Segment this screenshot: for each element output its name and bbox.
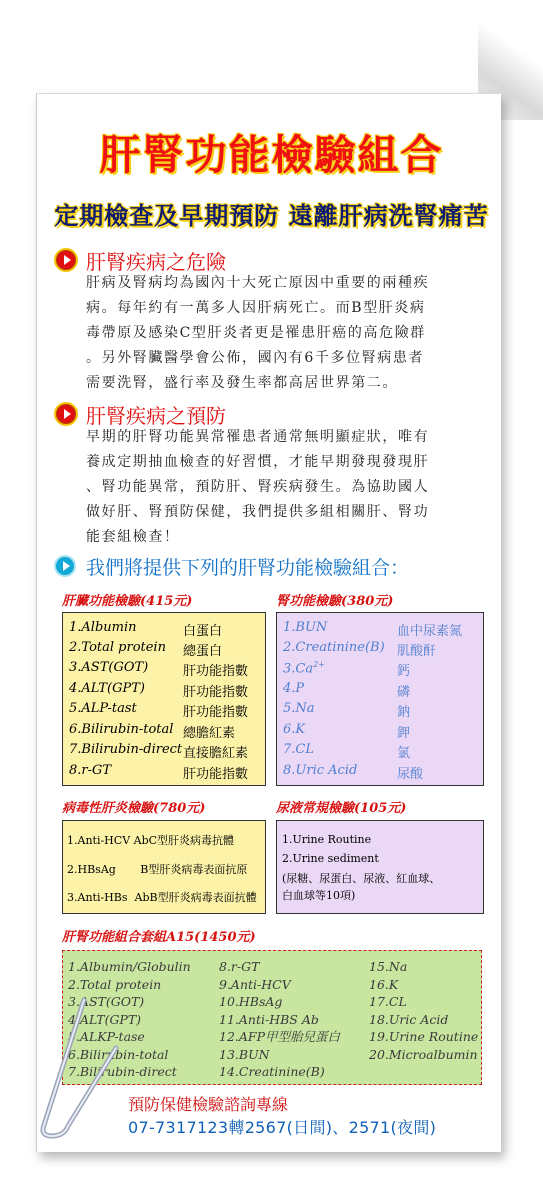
hepatitis-panel	[62, 820, 266, 914]
page-title: 肝腎功能檢驗組合	[99, 131, 444, 179]
kidney-item-desc: 血中尿素氮	[397, 624, 463, 639]
play-bullet-icon	[56, 557, 74, 575]
combo-item: 20.Microalbumin	[369, 1046, 478, 1062]
liver-item-desc: 肝功能指數	[183, 767, 249, 782]
combo-item: 17.CL	[369, 994, 407, 1009]
urine-panel-title: 尿液常規檢驗(105元)	[276, 801, 407, 816]
urine-item: 2.Urine sediment	[282, 852, 379, 865]
kidney-item-name: 1.BUN	[283, 620, 328, 635]
combo-item: 7.Bilirubin-direct	[68, 1064, 177, 1079]
urine-panel	[276, 820, 484, 914]
liver-item-desc: 肝功能指數	[183, 664, 249, 679]
section-risk-body: 肝病及腎病均為國內十大死亡原因中重要的兩種疾 病。每年約有一萬多人因肝病死亡。而B型肝炎病 毒帶原及感染C型肝炎者更是罹患肝癌的高危險群 。另外腎臟醫學會公佈，國內有6千多位腎病患者 需要洗腎，盛行率及發生率都高居世界第二。	[86, 275, 430, 391]
play-bullet-icon	[56, 250, 76, 270]
combo-item: 19.Urine Routine	[369, 1029, 479, 1044]
combo-item: 8.r-GT	[219, 959, 260, 974]
combo-item: 5.ALKP-tase	[68, 1029, 145, 1044]
kidney-item-name: $3.Ca^{2+}$	[283, 660, 325, 677]
kidney-item-desc: 鉀	[397, 726, 411, 741]
liver-item-name: 2.Total protein	[69, 640, 166, 655]
urine-item-note: 白血球等10項)	[282, 889, 356, 902]
kidney-panel	[276, 612, 484, 786]
hotline-numbers: 07-7317123轉2567(日間)、2571(夜間)	[128, 1118, 437, 1137]
hepatitis-item: 3.Anti-HBs AbB型肝炎病毒表面抗體	[67, 891, 257, 904]
kidney-item-name: 4.P	[283, 681, 305, 696]
combo-item: 15.Na	[369, 959, 408, 974]
hepatitis-item: 2.HBsAg B型肝炎病毒表面抗原	[67, 863, 248, 876]
kidney-item-desc: 肌酸酐	[397, 644, 437, 659]
combo-item: 14.Creatinine(B)	[219, 1064, 325, 1079]
liver-item-name: 1.Albumin	[69, 620, 137, 635]
hotline-label: 預防保健檢驗諮詢專線	[128, 1095, 289, 1114]
liver-item-desc: 直接膽紅素	[183, 746, 249, 761]
kidney-item-name: 7.CL	[283, 742, 314, 757]
hepatitis-panel-title: 病毒性肝炎檢驗(780元)	[62, 801, 206, 816]
combo-item: 4.ALT(GPT)	[68, 1011, 142, 1027]
kidney-item-name: 2.Creatinine(B)	[283, 640, 385, 655]
play-bullet-icon	[56, 404, 76, 424]
urine-item: 1.Urine Routine	[282, 833, 372, 846]
combo-item: 9.Anti-HCV	[219, 976, 291, 992]
combo-item: 18.Uric Acid	[369, 1011, 449, 1027]
offer-heading: 我們將提供下列的肝腎功能檢驗組合：	[86, 557, 410, 579]
combo-item: 1.Albumin/Globulin	[68, 959, 191, 974]
liver-item-name: 4.ALT(GPT)	[69, 681, 145, 696]
combo-panel-title: 肝腎功能組合套組A15(1450元)	[62, 930, 256, 945]
liver-item-desc: 肝功能指數	[183, 705, 249, 720]
combo-item: 16.K	[369, 976, 399, 992]
urine-item-note: (尿糖、尿蛋白、尿液、紅血球、	[282, 872, 441, 885]
kidney-item-desc: 尿酸	[397, 767, 424, 782]
liver-item-name: 3.AST(GOT)	[69, 660, 149, 675]
kidney-item-desc: 磷	[397, 685, 411, 700]
liver-item-desc: 總膽紅素	[183, 726, 236, 741]
liver-item-name: 8.r-GT	[69, 763, 112, 778]
kidney-item-name: 5.Na	[283, 701, 315, 716]
combo-column-3	[369, 958, 478, 1063]
liver-panel-title: 肝臟功能檢驗(415元)	[62, 594, 193, 609]
combo-item: 3.AST(GOT)	[68, 994, 145, 1009]
kidney-item-desc: 鈉	[397, 705, 411, 720]
kidney-panel-title: 腎功能檢驗(380元)	[276, 594, 394, 609]
kidney-item-name: 8.Uric Acid	[283, 763, 358, 778]
liver-item-name: 5.ALP-tast	[69, 701, 137, 716]
liver-item-name: 7.Bilirubin-direct	[69, 742, 183, 757]
combo-item: 2.Total protein	[68, 976, 162, 992]
combo-item: 10.HBsAg	[219, 994, 283, 1009]
section-prevention-body: 早期的肝腎功能異常罹患者通常無明顯症狀，唯有 養成定期抽血檢查的好習慣，才能早期發現發現肝 、腎功能異常，預防肝、腎疾病發生。為協助國人 做好肝、腎預防保健，我們提供多組相關肝、腎功 能套組檢查！	[86, 429, 430, 545]
hepatitis-item: 1.Anti-HCV AbC型肝炎病毒抗體	[67, 834, 235, 847]
page-subtitle: 定期檢查及早期預防 遠離肝病洗腎痛苦	[54, 202, 489, 230]
section-heading-prevention: 肝腎疾病之預防	[86, 404, 226, 428]
combo-item: 13.BUN	[219, 1046, 270, 1062]
liver-item-desc: 白蛋白	[183, 624, 223, 639]
liver-panel	[62, 612, 266, 786]
section-heading-risk: 肝腎疾病之危險	[86, 250, 226, 274]
kidney-item-desc: 氯	[397, 746, 411, 761]
combo-item: 12.AFP甲型胎兒蛋白	[219, 1029, 340, 1044]
liver-item-desc: 肝功能指數	[183, 685, 249, 700]
combo-item: 6.Bilirubin-total	[68, 1046, 169, 1062]
liver-item-name: 6.Bilirubin-total	[69, 722, 174, 737]
liver-item-desc: 總蛋白	[183, 644, 223, 659]
kidney-item-desc: 鈣	[397, 664, 411, 679]
kidney-item-name: 6.K	[283, 722, 306, 737]
paper-clip-icon	[24, 990, 144, 1140]
combo-column-2	[219, 958, 340, 1081]
combo-item: 11.Anti-HBS Ab	[219, 1011, 319, 1027]
